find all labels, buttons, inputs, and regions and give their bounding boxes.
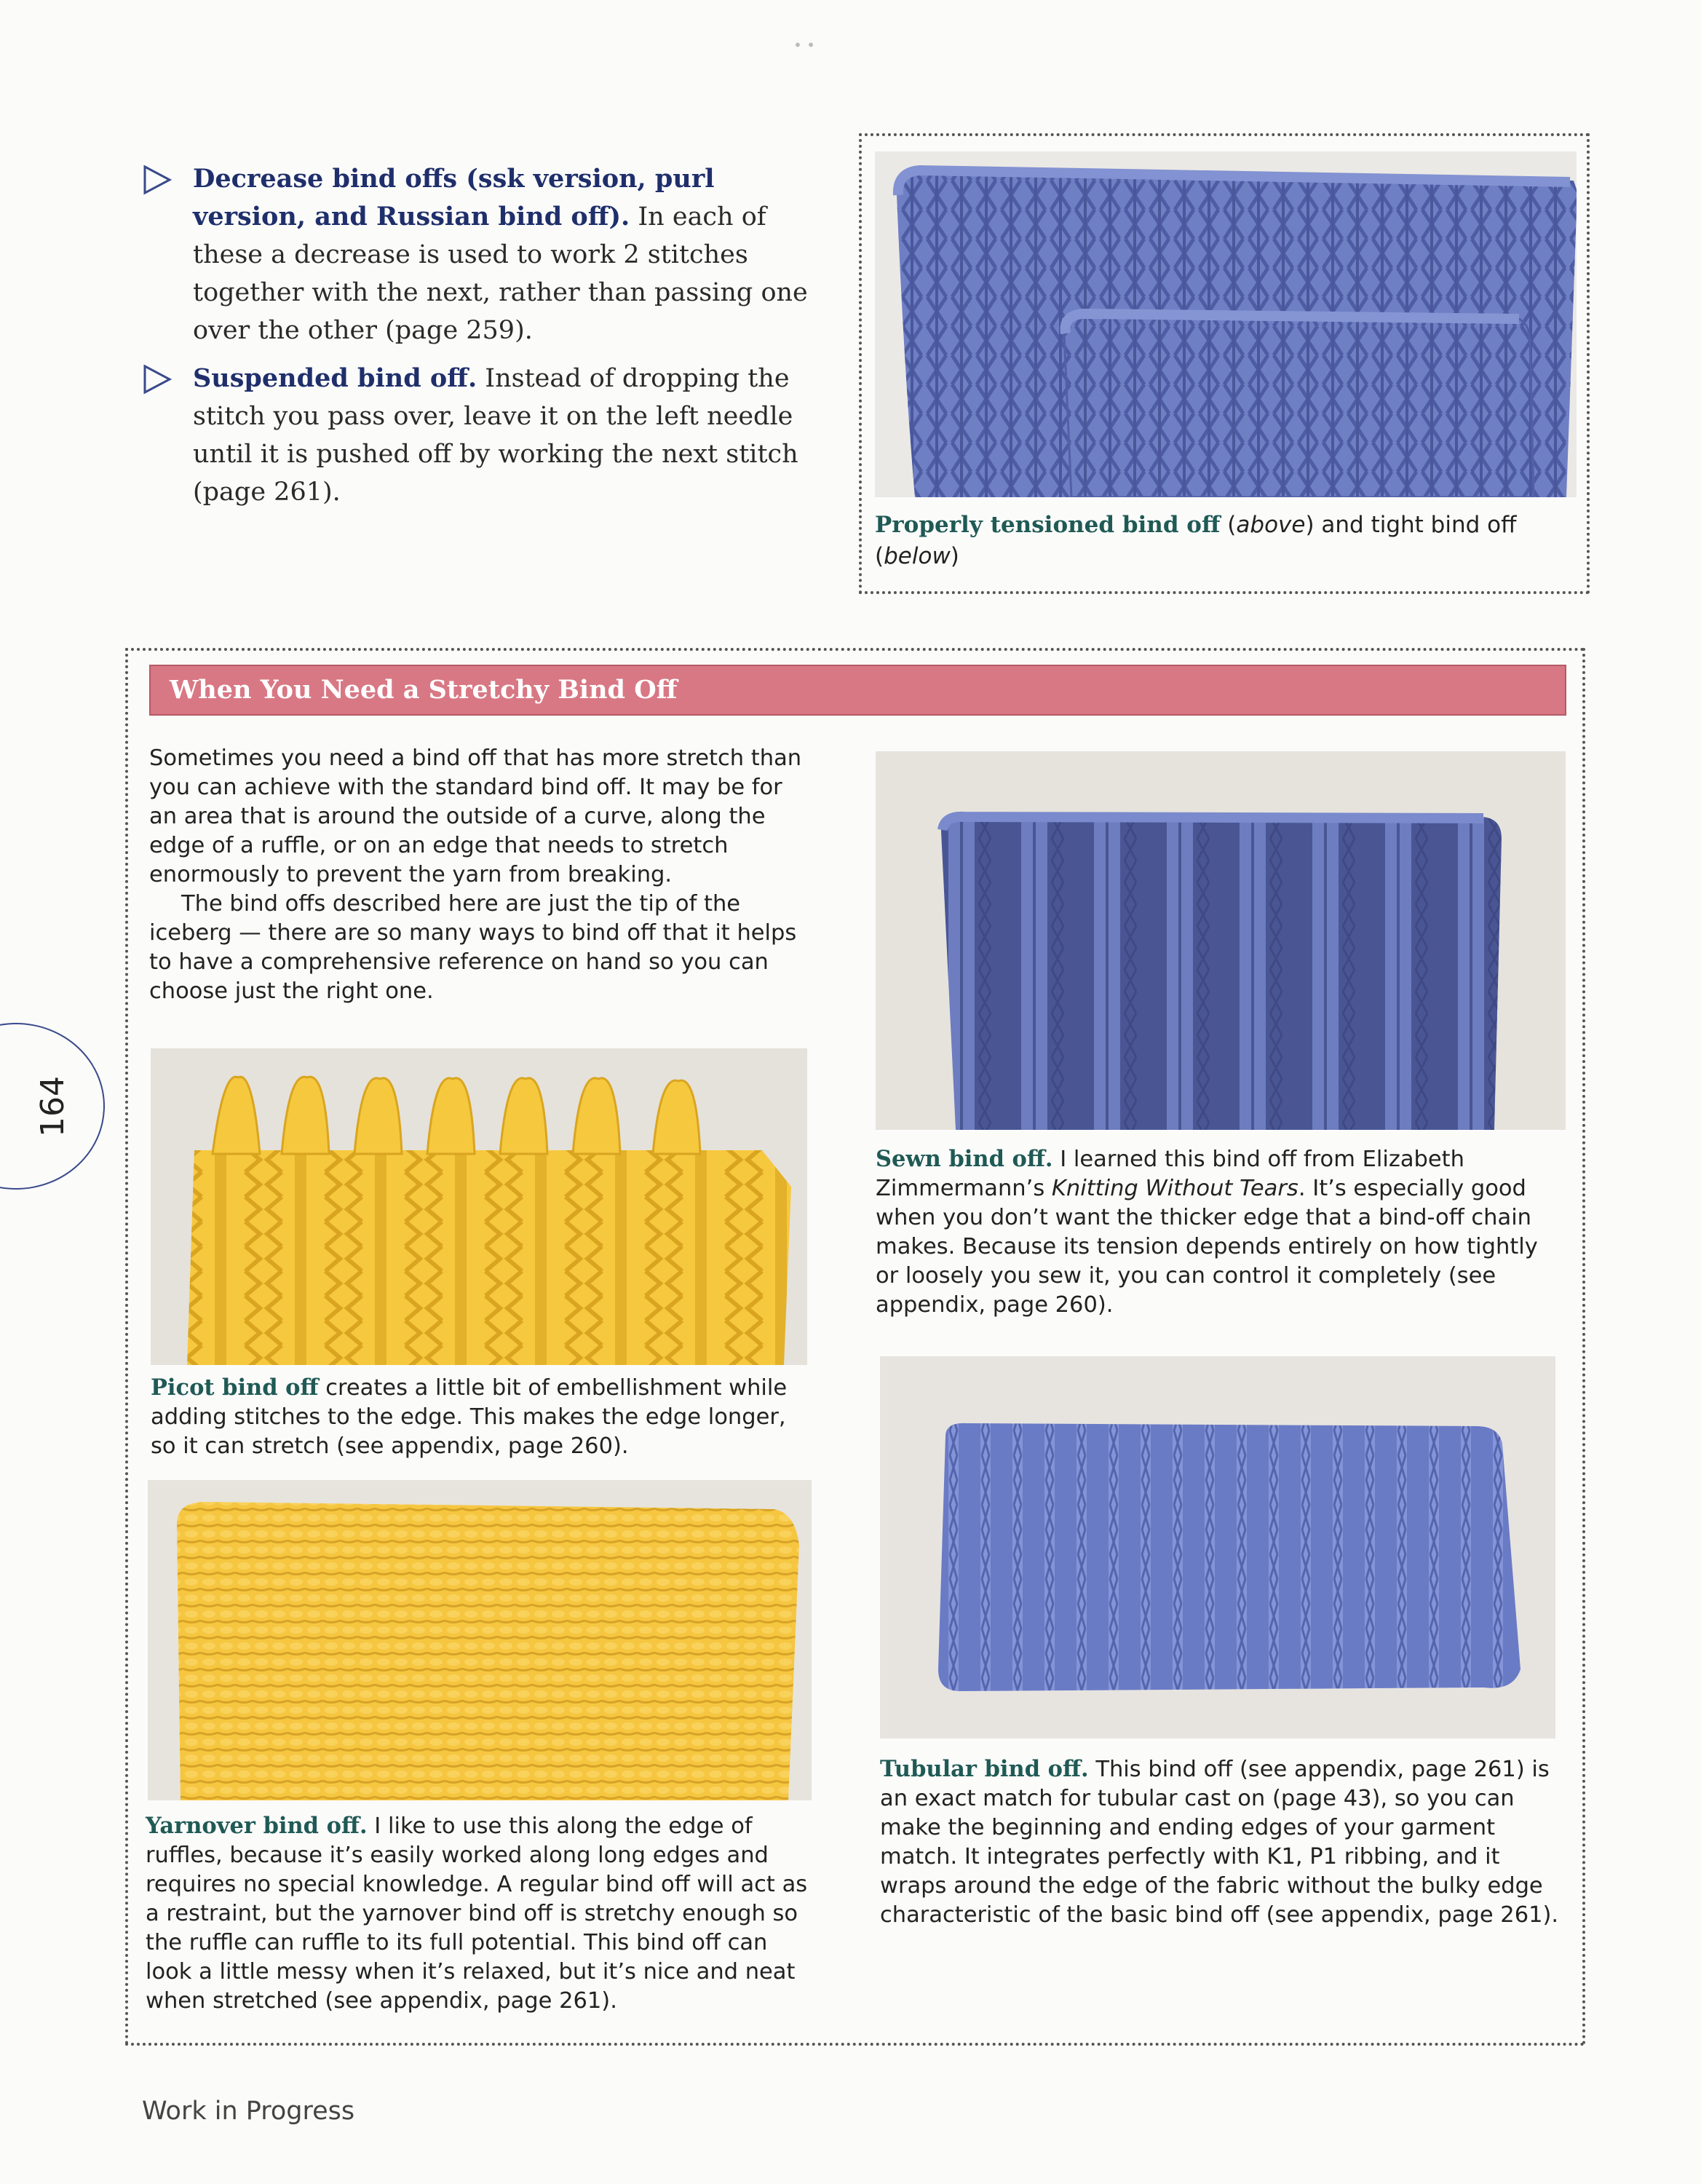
triangle-bullet-icon <box>142 165 173 195</box>
triangle-bullet-icon <box>142 364 173 395</box>
caption-title: Tubular bind off. <box>880 1756 1089 1782</box>
caption-sewn <box>876 1144 1567 1320</box>
caption-tubular <box>880 1754 1568 1930</box>
bullet-lead: Suspended bind off. <box>193 363 477 393</box>
sidebar-title: When You Need a Stretchy Bind Off <box>170 675 678 705</box>
caption-text: creates a little bit of embellishment while adding stitches to the edge. This makes the edge longer, so it can stretch (see appendix, page 260). <box>151 1375 788 1459</box>
bullet-text: Instead of dropping the stitch you pass over, leave it on the left needle until it is pushed off by working the next stitch (page 261). <box>193 364 798 507</box>
photo-sewn-bind-off <box>876 751 1566 1130</box>
bullet-list <box>142 160 819 521</box>
intro-paragraph-1: Sometimes you need a bind off that has more stretch than you can achieve with the standard bind off. It may be for an area that is around the outside of a curve, along the edge of a ruffle, or on an edge that needs to stretch enormously to prevent the yarn from breaking. <box>149 745 802 887</box>
top-dots: • • <box>793 36 815 54</box>
caption-text: . It’s especially good when you don’t want the thicker edge that a bind-off chain makes. Because its tension depends entirely on how tightly or loosely you sew it, you can control it completely (see appendix, page 260). <box>876 1176 1538 1318</box>
photo-tension-comparison <box>875 151 1577 497</box>
photo-picot-bind-off <box>151 1048 807 1365</box>
intro-paragraph-2: The bind offs described here are just the tip of the iceberg — there are so many ways to bind off that it helps to have a comprehensive reference on hand so you can choose just the right one. <box>149 891 797 1004</box>
caption-italic-below: below <box>884 543 951 569</box>
bullet-suspended-bind-off <box>142 360 819 511</box>
caption-title: Yarnover bind off. <box>146 1813 368 1839</box>
top-figure-caption <box>875 510 1574 572</box>
bullet-decrease-bind-offs <box>142 160 819 349</box>
sidebar-intro <box>149 744 804 1006</box>
caption-text: ) <box>950 543 959 569</box>
bullet-text: In each of these a decrease is used to work 2 stitches together with the next, rather than passing one over the other (page 259). <box>193 202 808 345</box>
caption-title: Properly tensioned bind off <box>875 512 1221 538</box>
caption-text: This bind off (see appendix, page 261) is an exact match for tubular cast on (page 43), so you can make the beginning and ending edges of your garment match. It integrates perfectly with K1, P1 ribbing, and it wraps around the edge of the fabric without the bulky edge characteristic of the basic bind off (see appendix, page 261). <box>880 1757 1559 1928</box>
caption-title: Picot bind off <box>151 1374 319 1401</box>
sidebar-banner <box>149 665 1566 716</box>
photo-tubular-bind-off <box>880 1356 1555 1738</box>
caption-text: ( <box>1220 512 1237 538</box>
caption-book-title: Knitting Without Tears <box>1051 1176 1298 1201</box>
caption-title: Sewn bind off. <box>876 1146 1053 1172</box>
caption-text: I like to use this along the edge of ruffles, because it’s easily worked along long edges and requires no special knowledge. A regular bind off will act as a restraint, but the yarnover bind off is stretchy enough so the ruffle can ruffle to its full potential. This bind off can look a little messy when it’s relaxed, but it’s nice and neat when stretched (see appendix, page 261). <box>146 1813 808 2014</box>
photo-yarnover-bind-off <box>148 1480 812 1800</box>
bullet-lead: Decrease bind offs (ssk version, purl version, and Russian bind off). <box>193 164 715 232</box>
running-footer: Work in Progress <box>142 2097 355 2126</box>
page-number: 164 <box>34 1076 71 1137</box>
caption-italic-above: above <box>1236 512 1306 538</box>
caption-picot <box>151 1373 806 1461</box>
caption-text: I learned this bind off from Elizabeth Zimmermann’s <box>876 1147 1464 1201</box>
caption-yarnover <box>146 1811 812 2016</box>
caption-text: ) and tight bind off ( <box>875 512 1517 569</box>
